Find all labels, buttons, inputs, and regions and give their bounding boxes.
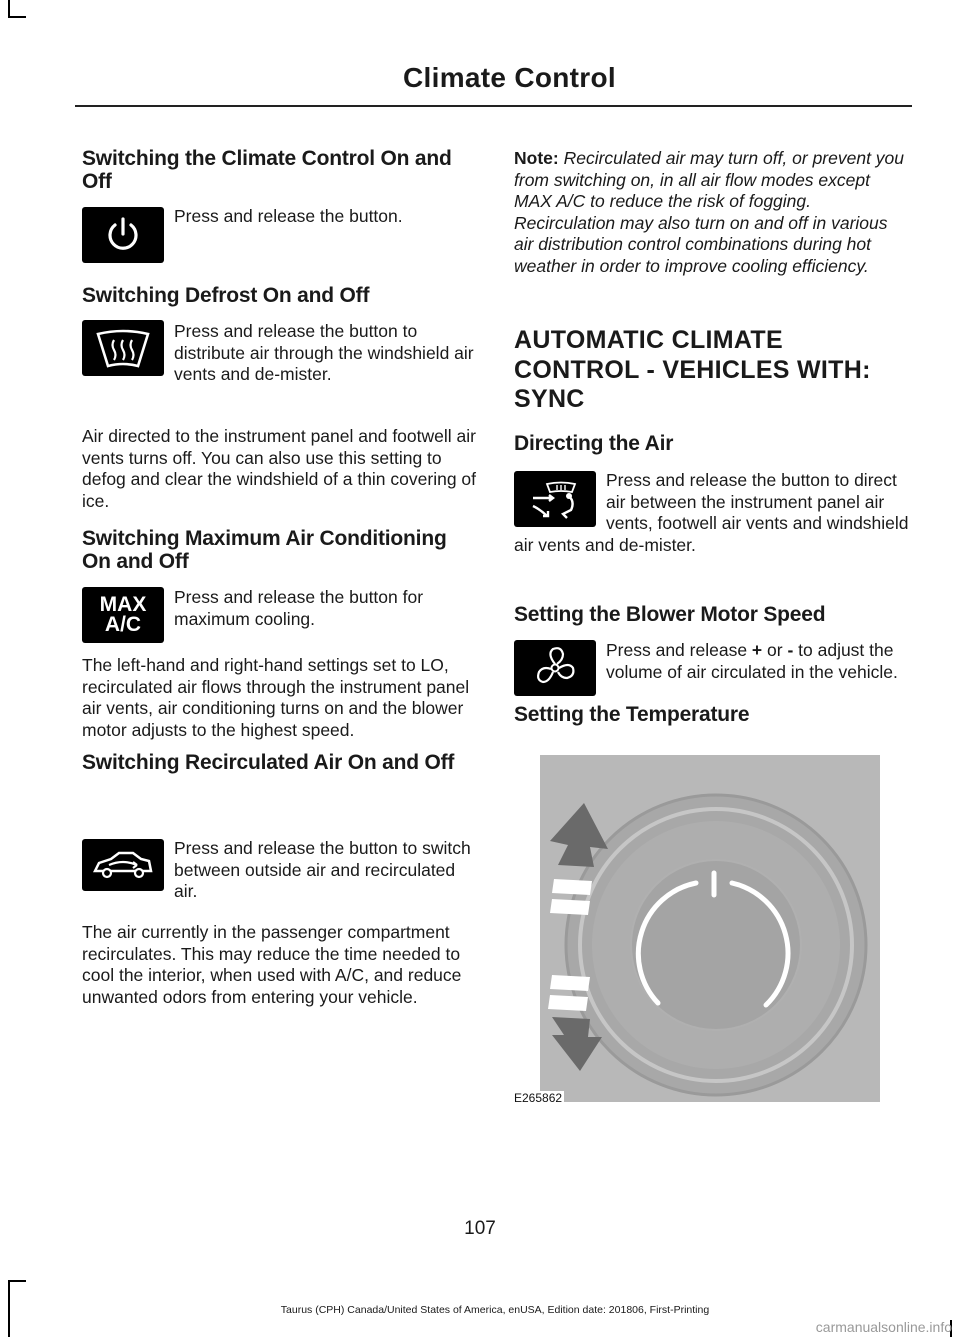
figure-id: E265862	[514, 1091, 563, 1105]
heading-blower: Setting the Blower Motor Speed	[514, 603, 826, 626]
heading-defrost: Switching Defrost On and Off	[82, 284, 370, 307]
text-blower	[606, 640, 911, 683]
max-ac-icon-line1: MAX	[99, 593, 147, 616]
blower-text-or: or	[762, 640, 788, 660]
temperature-knob-figure	[514, 755, 880, 1105]
crop-mark	[8, 1280, 26, 1282]
heading-max-ac: Switching Maximum Air Conditioning On and Off	[82, 527, 447, 573]
power-button	[82, 207, 164, 263]
note-text: Recirculated air may turn off, or prevent you from switching on, in all air flow modes except MAX A/C to reduce the risk of fogging. Recirculation may also turn on and off in various air distribution control combinations during hot weather in order to improve cooling efficiency.	[514, 148, 905, 276]
heading-recirculated: Switching Recirculated Air On and Off	[82, 751, 455, 774]
recirculation-button	[82, 839, 164, 891]
recirculation-car-icon	[89, 845, 157, 885]
icon-float-spacer	[82, 321, 174, 385]
blower-text-pre: Press and release	[606, 640, 752, 660]
temperature-knob-illustration	[540, 755, 880, 1102]
text-defrost	[82, 321, 474, 386]
crop-mark	[8, 16, 26, 18]
paragraph-recirculated: The air currently in the passenger compartment recirculates. This may reduce the time needed to cool the interior, when used with A/C, and reduce unwanted odors from entering your vehicle.	[82, 922, 462, 1007]
paragraph-max-ac: The left-hand and right-hand settings set to LO, recirculated air flows through the instrument panel air vents, air conditioning turns on and the blower motor adjusts to the highest speed.	[82, 655, 470, 740]
text-defrost-content: Press and release the button to distribute air through the windshield air vents and de-mister.	[174, 321, 474, 384]
blower-text-post: to adjust the volume of air circulated in the vehicle.	[606, 640, 898, 682]
paragraph-defrost: Air directed to the instrument panel and footwell air vents turns off. You can also use this setting to defog and clear the windshield of a thin covering of ice.	[82, 426, 477, 511]
note-label: Note:	[514, 148, 559, 168]
note	[514, 148, 910, 277]
page-title: Climate Control	[403, 62, 616, 93]
blower-button	[514, 640, 596, 696]
max-ac-button	[82, 587, 164, 643]
plus-symbol: +	[751, 640, 763, 660]
text-climate-on-off: Press and release the button.	[174, 206, 403, 226]
text-directing-air-content: Press and release the button to direct air between the instrument panel air vents, footwell air vents and windshield air vents and de-mister.	[514, 470, 909, 555]
section-title: AUTOMATIC CLIMATE CONTROL - VEHICLES WITH: SYNC	[514, 326, 871, 413]
icon-float-spacer	[514, 470, 606, 534]
heading-temperature: Setting the Temperature	[514, 703, 750, 726]
header-divider	[75, 105, 912, 107]
fan-icon	[531, 644, 579, 692]
edition-info: Taurus (CPH) Canada/United States of America, enUSA, Edition date: 201806, First-Printing	[280, 1304, 710, 1316]
text-recirculated: Press and release the button to switch between outside air and recirculated air.	[174, 838, 471, 901]
heading-directing-air: Directing the Air	[514, 432, 674, 455]
page-number: 107	[464, 1218, 496, 1239]
max-ac-icon-line2: A/C	[104, 613, 142, 636]
watermark[interactable]: carmanualsonline.info	[815, 1319, 952, 1335]
text-max-ac: Press and release the button for maximum cooling.	[174, 587, 424, 629]
text-directing-air	[514, 470, 910, 556]
minus-symbol: -	[787, 640, 794, 660]
power-icon	[103, 215, 143, 255]
heading-climate-on-off: Switching the Climate Control On and Off	[82, 147, 452, 193]
